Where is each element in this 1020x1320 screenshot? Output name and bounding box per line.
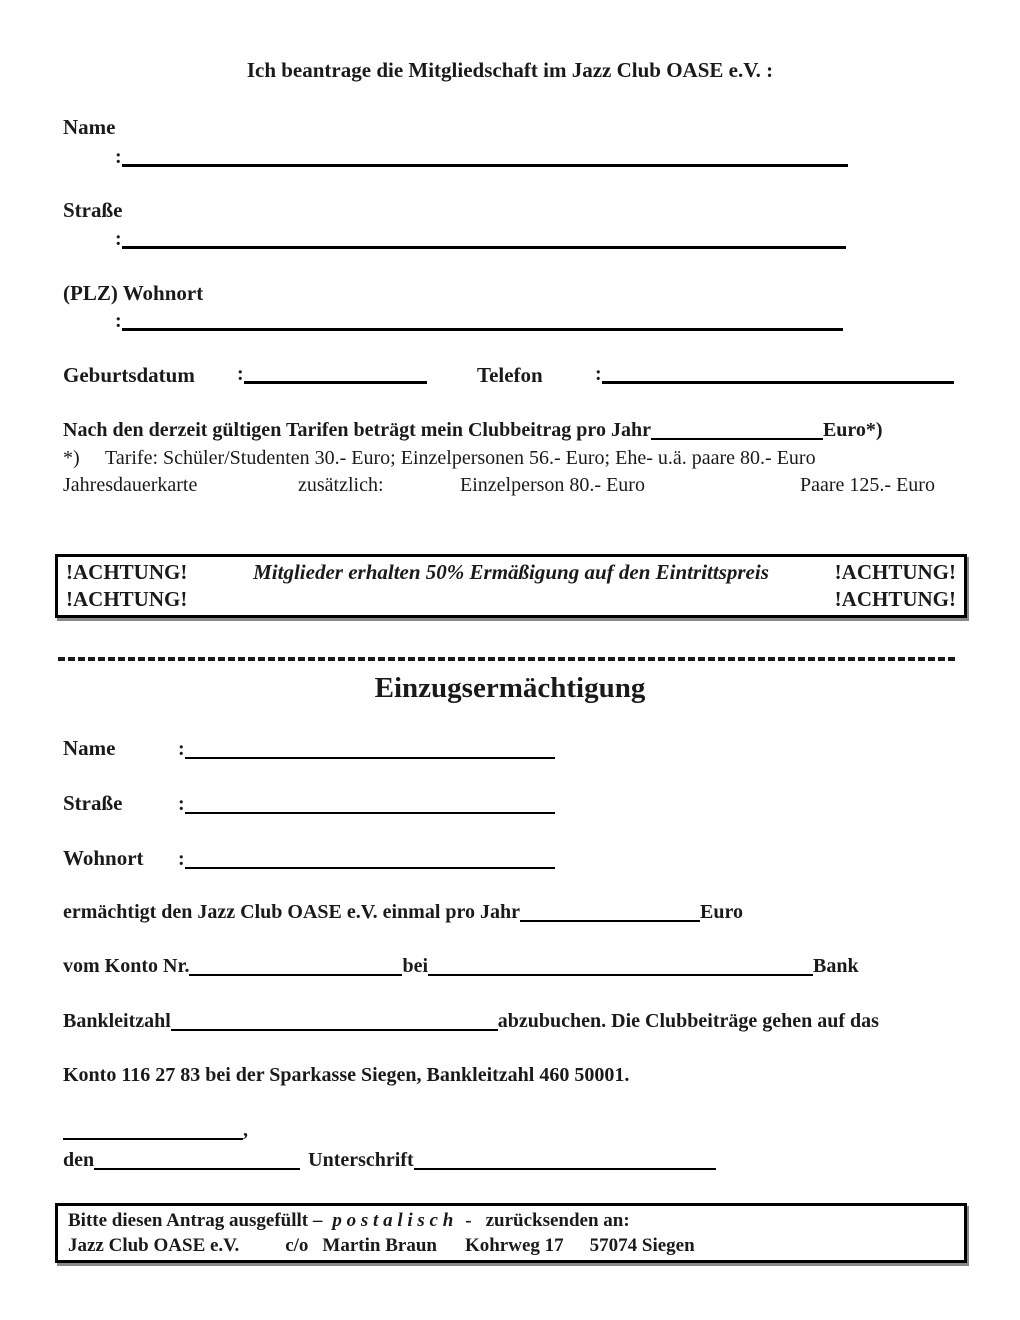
blz-row bbox=[63, 1010, 879, 1033]
beitrag-euro-suffix: Euro*) bbox=[822, 419, 883, 441]
unterschrift-row bbox=[63, 1149, 716, 1172]
achtung-row-top bbox=[66, 559, 956, 586]
konto-info-text: Konto 116 27 83 bei der Sparkasse Siegen, Bankleitzahl 460 50001. bbox=[63, 1064, 630, 1086]
plz-wohnort-colon: : bbox=[115, 310, 122, 332]
einzug-wohnort-row bbox=[63, 846, 555, 871]
geburtsdatum-label: Geburtsdatum bbox=[63, 363, 195, 387]
telefon-field-row bbox=[595, 363, 954, 386]
ort-comma: , bbox=[243, 1119, 248, 1141]
tarif-einzelperson: Einzelperson 80.- Euro bbox=[460, 474, 645, 496]
einzug-wohnort-colon: : bbox=[178, 848, 185, 870]
achtung-tag-top-left: !ACHTUNG! bbox=[66, 560, 188, 584]
footer-contact-name: Martin Braun bbox=[322, 1235, 437, 1256]
footer-postalisch-emphasis: p o s t a l i s c h bbox=[332, 1210, 454, 1231]
konto-nr-input-line[interactable] bbox=[189, 956, 402, 976]
achtung-message: Mitglieder erhalten 50% Ermäßigung auf den Eintrittspreis bbox=[253, 560, 769, 584]
blz-label: Bankleitzahl bbox=[63, 1010, 171, 1032]
einzug-name-row bbox=[63, 736, 555, 761]
plz-wohnort-input-line[interactable] bbox=[122, 310, 843, 331]
datum-input-line[interactable] bbox=[94, 1150, 300, 1170]
einzug-name-colon: : bbox=[178, 738, 185, 760]
bank-name-input-line[interactable] bbox=[428, 956, 813, 976]
einzug-strasse-input-line[interactable] bbox=[185, 794, 555, 814]
einzug-wohnort-label: Wohnort bbox=[63, 846, 144, 870]
bank-label: Bank bbox=[813, 955, 859, 977]
einzug-strasse-row bbox=[63, 791, 555, 816]
auth-amount-input-line[interactable] bbox=[520, 902, 700, 922]
plz-wohnort-field-row bbox=[115, 310, 843, 333]
achtung-tag-bottom-left: !ACHTUNG! bbox=[66, 587, 188, 611]
konto-row bbox=[63, 955, 859, 978]
footer-dash: - bbox=[465, 1210, 472, 1231]
einzug-heading: Einzugsermächtigung bbox=[374, 672, 646, 704]
achtung-tag-bottom-right: !ACHTUNG! bbox=[834, 587, 956, 611]
einzug-strasse-label: Straße bbox=[63, 791, 123, 815]
geburtsdatum-colon: : bbox=[237, 363, 244, 385]
strasse-field-row bbox=[115, 228, 846, 251]
footer-line-1 bbox=[68, 1208, 954, 1233]
footer-club-name: Jazz Club OASE e.V. bbox=[68, 1235, 240, 1256]
form-title: Ich beantrage die Mitgliedschaft im Jazz Club OASE e.V. : bbox=[246, 58, 774, 82]
strasse-input-line[interactable] bbox=[122, 228, 846, 249]
name-colon: : bbox=[115, 146, 122, 168]
den-label: den bbox=[63, 1149, 95, 1171]
footer-street: Kohrweg 17 bbox=[464, 1235, 564, 1256]
abbuchen-text: abzubuchen. Die Clubbeiträge gehen auf das bbox=[497, 1010, 879, 1032]
unterschrift-input-line[interactable] bbox=[414, 1150, 716, 1170]
ort-row bbox=[63, 1119, 248, 1142]
name-field-label: Name bbox=[63, 115, 116, 139]
auth-euro-label: Euro bbox=[700, 901, 744, 923]
auth-row bbox=[63, 901, 743, 924]
geburtsdatum-input-line[interactable] bbox=[244, 363, 427, 384]
footer-instruction-end: zurücksenden an: bbox=[485, 1210, 630, 1231]
footer-line-2 bbox=[68, 1233, 954, 1258]
auth-text: ermächtigt den Jazz Club OASE e.V. einmal pro Jahr bbox=[63, 901, 521, 923]
name-field-row bbox=[115, 146, 848, 169]
achtung-tag-top-right: !ACHTUNG! bbox=[834, 560, 956, 584]
footer-co: c/o bbox=[285, 1235, 309, 1256]
blz-input-line[interactable] bbox=[171, 1011, 498, 1031]
tarif-zusaetzlich: zusätzlich: bbox=[298, 474, 384, 496]
telefon-input-line[interactable] bbox=[602, 363, 954, 384]
achtung-box bbox=[55, 554, 967, 618]
footer-city: 57074 Siegen bbox=[589, 1235, 695, 1256]
achtung-row-bottom bbox=[66, 586, 956, 613]
tarif-note-text: Tarife: Schüler/Studenten 30.- Euro; Einzelpersonen 56.- Euro; Ehe- u.ä. paare 80.- Euro bbox=[105, 447, 816, 469]
tarif-paare: Paare 125.- Euro bbox=[800, 474, 935, 496]
plz-wohnort-field-label: (PLZ) Wohnort bbox=[63, 281, 204, 305]
geburtsdatum-field-row bbox=[237, 363, 427, 386]
beitrag-text: Nach den derzeit gültigen Tarifen beträgt mein Clubbeitrag pro Jahr bbox=[63, 419, 651, 441]
einzug-strasse-colon: : bbox=[178, 793, 185, 815]
unterschrift-label: Unterschrift bbox=[308, 1149, 414, 1171]
bei-label: bei bbox=[402, 955, 429, 977]
beitrag-sentence bbox=[63, 419, 883, 442]
einzug-name-input-line[interactable] bbox=[185, 739, 555, 759]
einzug-name-label: Name bbox=[63, 736, 116, 760]
telefon-label: Telefon bbox=[477, 363, 543, 387]
telefon-colon: : bbox=[595, 363, 602, 385]
strasse-colon: : bbox=[115, 228, 122, 250]
ort-input-line[interactable] bbox=[63, 1120, 243, 1140]
einzug-wohnort-input-line[interactable] bbox=[185, 849, 555, 869]
beitrag-input-line[interactable] bbox=[651, 420, 823, 440]
konto-nr-label: vom Konto Nr. bbox=[63, 955, 190, 977]
strasse-field-label: Straße bbox=[63, 198, 123, 222]
section-divider bbox=[58, 657, 955, 661]
tarif-jahresdauerkarte: Jahresdauerkarte bbox=[63, 474, 198, 496]
footer-box bbox=[55, 1203, 967, 1263]
name-input-line[interactable] bbox=[122, 146, 848, 167]
footer-instruction-start: Bitte diesen Antrag ausgefüllt – bbox=[68, 1210, 323, 1231]
tarif-note-star: *) bbox=[63, 447, 80, 469]
